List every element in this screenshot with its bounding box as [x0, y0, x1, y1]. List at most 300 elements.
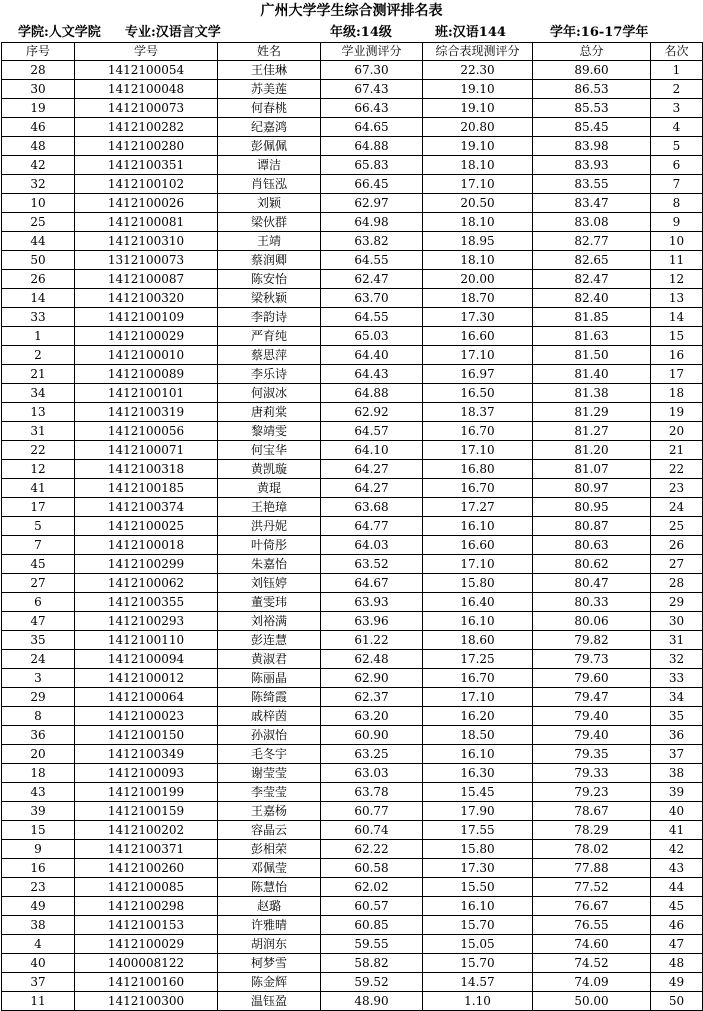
cell-academic-score: 63.96 — [321, 612, 423, 631]
cell-rank: 14 — [651, 308, 703, 327]
cell-name: 胡润东 — [218, 935, 321, 954]
cell-performance-score: 16.10 — [423, 612, 533, 631]
cell-student-id: 1412100299 — [75, 555, 218, 574]
cell-student-id: 1412100073 — [75, 99, 218, 118]
cell-academic-score: 62.37 — [321, 688, 423, 707]
cell-total: 80.62 — [533, 555, 651, 574]
table-row — [2, 365, 703, 384]
cell-total: 82.40 — [533, 289, 651, 308]
cell-performance-score: 20.80 — [423, 118, 533, 137]
cell-rank: 15 — [651, 327, 703, 346]
cell-total: 82.47 — [533, 270, 651, 289]
table-row — [2, 574, 703, 593]
cell-seq: 17 — [2, 498, 75, 517]
cell-performance-score: 17.10 — [423, 688, 533, 707]
cell-name: 黎靖雯 — [218, 422, 321, 441]
cell-total: 76.55 — [533, 916, 651, 935]
cell-rank: 45 — [651, 897, 703, 916]
cell-academic-score: 60.58 — [321, 859, 423, 878]
cell-rank: 31 — [651, 631, 703, 650]
cell-performance-score: 19.10 — [423, 137, 533, 156]
cell-seq: 19 — [2, 99, 75, 118]
cell-rank: 30 — [651, 612, 703, 631]
cell-academic-score: 64.55 — [321, 251, 423, 270]
cell-performance-score: 17.10 — [423, 555, 533, 574]
cell-rank: 6 — [651, 156, 703, 175]
cell-name: 梁秋颖 — [218, 289, 321, 308]
cell-performance-score: 15.70 — [423, 916, 533, 935]
cell-name: 陈慧怡 — [218, 878, 321, 897]
cell-name: 苏美莲 — [218, 80, 321, 99]
cell-academic-score: 65.83 — [321, 156, 423, 175]
cell-name: 彭相荣 — [218, 840, 321, 859]
cell-total: 79.23 — [533, 783, 651, 802]
cell-rank: 43 — [651, 859, 703, 878]
table-row — [2, 878, 703, 897]
cell-performance-score: 14.57 — [423, 973, 533, 992]
header-total: 总分 — [533, 43, 651, 61]
cell-total: 80.87 — [533, 517, 651, 536]
cell-student-id: 1412100026 — [75, 194, 218, 213]
cell-rank: 40 — [651, 802, 703, 821]
cell-total: 82.65 — [533, 251, 651, 270]
cell-total: 83.98 — [533, 137, 651, 156]
cell-rank: 24 — [651, 498, 703, 517]
cell-total: 78.67 — [533, 802, 651, 821]
cell-seq: 6 — [2, 593, 75, 612]
cell-student-id: 1312100073 — [75, 251, 218, 270]
cell-student-id: 1412100093 — [75, 764, 218, 783]
table-row — [2, 764, 703, 783]
cell-seq: 2 — [2, 346, 75, 365]
table-row — [2, 175, 703, 194]
cell-academic-score: 64.88 — [321, 137, 423, 156]
cell-total: 81.63 — [533, 327, 651, 346]
cell-academic-score: 63.93 — [321, 593, 423, 612]
cell-seq: 48 — [2, 137, 75, 156]
cell-rank: 11 — [651, 251, 703, 270]
cell-student-id: 1412100280 — [75, 137, 218, 156]
cell-performance-score: 16.30 — [423, 764, 533, 783]
grade-label: 年级:14级 — [330, 25, 392, 40]
cell-student-id: 1412100018 — [75, 536, 218, 555]
table-row — [2, 213, 703, 232]
cell-name: 彭佩佩 — [218, 137, 321, 156]
cell-academic-score: 64.98 — [321, 213, 423, 232]
cell-name: 王靖 — [218, 232, 321, 251]
cell-rank: 17 — [651, 365, 703, 384]
cell-seq: 1 — [2, 327, 75, 346]
cell-seq: 40 — [2, 954, 75, 973]
cell-total: 80.06 — [533, 612, 651, 631]
cell-rank: 10 — [651, 232, 703, 251]
cell-total: 81.85 — [533, 308, 651, 327]
cell-academic-score: 62.02 — [321, 878, 423, 897]
cell-total: 74.52 — [533, 954, 651, 973]
cell-academic-score: 64.27 — [321, 479, 423, 498]
cell-student-id: 1412100089 — [75, 365, 218, 384]
cell-seq: 8 — [2, 707, 75, 726]
cell-rank: 44 — [651, 878, 703, 897]
cell-academic-score: 64.57 — [321, 422, 423, 441]
cell-rank: 46 — [651, 916, 703, 935]
cell-total: 80.63 — [533, 536, 651, 555]
cell-student-id: 1412100349 — [75, 745, 218, 764]
cell-academic-score: 66.43 — [321, 99, 423, 118]
table-row — [2, 555, 703, 574]
cell-student-id: 1412100202 — [75, 821, 218, 840]
cell-performance-score: 16.60 — [423, 536, 533, 555]
cell-rank: 50 — [651, 992, 703, 1011]
cell-academic-score: 63.68 — [321, 498, 423, 517]
cell-academic-score: 59.55 — [321, 935, 423, 954]
table-row — [2, 669, 703, 688]
cell-name: 王嘉杨 — [218, 802, 321, 821]
cell-seq: 42 — [2, 156, 75, 175]
header-rank: 名次 — [651, 43, 703, 61]
cell-total: 83.93 — [533, 156, 651, 175]
cell-student-id: 1400008122 — [75, 954, 218, 973]
cell-academic-score: 48.90 — [321, 992, 423, 1011]
cell-rank: 27 — [651, 555, 703, 574]
table-row — [2, 897, 703, 916]
cell-academic-score: 67.30 — [321, 61, 423, 80]
cell-seq: 31 — [2, 422, 75, 441]
cell-rank: 37 — [651, 745, 703, 764]
cell-name: 黄琨 — [218, 479, 321, 498]
cell-performance-score: 17.90 — [423, 802, 533, 821]
table-row — [2, 707, 703, 726]
table-row — [2, 441, 703, 460]
cell-academic-score: 64.88 — [321, 384, 423, 403]
cell-rank: 39 — [651, 783, 703, 802]
cell-name: 陈丽晶 — [218, 669, 321, 688]
cell-seq: 41 — [2, 479, 75, 498]
cell-seq: 10 — [2, 194, 75, 213]
cell-academic-score: 58.82 — [321, 954, 423, 973]
cell-performance-score: 17.10 — [423, 441, 533, 460]
table-row — [2, 916, 703, 935]
cell-performance-score: 18.50 — [423, 726, 533, 745]
table-row — [2, 327, 703, 346]
cell-name: 李乐诗 — [218, 365, 321, 384]
cell-seq: 14 — [2, 289, 75, 308]
cell-name: 何淑冰 — [218, 384, 321, 403]
table-row — [2, 251, 703, 270]
cell-rank: 4 — [651, 118, 703, 137]
table-row — [2, 745, 703, 764]
cell-student-id: 1412100282 — [75, 118, 218, 137]
cell-student-id: 1412100087 — [75, 270, 218, 289]
ranking-table — [1, 42, 703, 1011]
cell-rank: 36 — [651, 726, 703, 745]
cell-seq: 32 — [2, 175, 75, 194]
cell-performance-score: 15.80 — [423, 574, 533, 593]
cell-rank: 2 — [651, 80, 703, 99]
cell-rank: 35 — [651, 707, 703, 726]
cell-performance-score: 16.60 — [423, 327, 533, 346]
cell-academic-score: 63.70 — [321, 289, 423, 308]
cell-performance-score: 16.10 — [423, 897, 533, 916]
cell-performance-score: 22.30 — [423, 61, 533, 80]
cell-seq: 28 — [2, 61, 75, 80]
cell-rank: 28 — [651, 574, 703, 593]
cell-seq: 35 — [2, 631, 75, 650]
table-row — [2, 935, 703, 954]
major-label: 专业:汉语言文学 — [125, 25, 221, 40]
sheet-title: 广州大学学生综合测评排名表 — [260, 3, 443, 19]
cell-name: 谭洁 — [218, 156, 321, 175]
cell-academic-score: 66.45 — [321, 175, 423, 194]
cell-total: 80.97 — [533, 479, 651, 498]
cell-performance-score: 17.25 — [423, 650, 533, 669]
cell-name: 陈绮霞 — [218, 688, 321, 707]
cell-name: 邓佩莹 — [218, 859, 321, 878]
cell-student-id: 1412100159 — [75, 802, 218, 821]
cell-student-id: 1412100048 — [75, 80, 218, 99]
cell-performance-score: 16.20 — [423, 707, 533, 726]
table-row — [2, 156, 703, 175]
cell-rank: 47 — [651, 935, 703, 954]
cell-student-id: 1412100351 — [75, 156, 218, 175]
cell-name: 肖钰泓 — [218, 175, 321, 194]
cell-academic-score: 63.78 — [321, 783, 423, 802]
cell-total: 82.77 — [533, 232, 651, 251]
cell-performance-score: 19.10 — [423, 99, 533, 118]
cell-student-id: 1412100374 — [75, 498, 218, 517]
table-row — [2, 802, 703, 821]
cell-total: 80.95 — [533, 498, 651, 517]
cell-performance-score: 16.40 — [423, 593, 533, 612]
cell-performance-score: 15.70 — [423, 954, 533, 973]
cell-seq: 11 — [2, 992, 75, 1011]
cell-name: 许雅晴 — [218, 916, 321, 935]
cell-name: 戚梓茵 — [218, 707, 321, 726]
cell-total: 79.35 — [533, 745, 651, 764]
cell-student-id: 1412100310 — [75, 232, 218, 251]
cell-name: 董雯玮 — [218, 593, 321, 612]
cell-total: 74.09 — [533, 973, 651, 992]
cell-total: 80.33 — [533, 593, 651, 612]
cell-performance-score: 16.70 — [423, 422, 533, 441]
cell-performance-score: 18.95 — [423, 232, 533, 251]
cell-student-id: 1412100023 — [75, 707, 218, 726]
table-row — [2, 783, 703, 802]
table-row — [2, 517, 703, 536]
cell-performance-score: 18.10 — [423, 156, 533, 175]
cell-seq: 36 — [2, 726, 75, 745]
cell-name: 谢莹莹 — [218, 764, 321, 783]
cell-performance-score: 16.70 — [423, 669, 533, 688]
cell-seq: 21 — [2, 365, 75, 384]
cell-rank: 25 — [651, 517, 703, 536]
cell-rank: 32 — [651, 650, 703, 669]
cell-name: 刘裕满 — [218, 612, 321, 631]
table-row — [2, 384, 703, 403]
cell-performance-score: 18.37 — [423, 403, 533, 422]
cell-rank: 7 — [651, 175, 703, 194]
cell-student-id: 1412100012 — [75, 669, 218, 688]
cell-seq: 16 — [2, 859, 75, 878]
cell-total: 89.60 — [533, 61, 651, 80]
cell-name: 孙淑怡 — [218, 726, 321, 745]
cell-student-id: 1412100071 — [75, 441, 218, 460]
cell-rank: 18 — [651, 384, 703, 403]
cell-total: 83.47 — [533, 194, 651, 213]
cell-academic-score: 60.74 — [321, 821, 423, 840]
cell-academic-score: 60.85 — [321, 916, 423, 935]
cell-academic-score: 59.52 — [321, 973, 423, 992]
table-row — [2, 498, 703, 517]
cell-academic-score: 60.77 — [321, 802, 423, 821]
cell-academic-score: 67.43 — [321, 80, 423, 99]
cell-performance-score: 19.10 — [423, 80, 533, 99]
cell-seq: 43 — [2, 783, 75, 802]
header-seq: 序号 — [2, 43, 75, 61]
cell-academic-score: 60.90 — [321, 726, 423, 745]
cell-performance-score: 16.80 — [423, 460, 533, 479]
cell-name: 何宝华 — [218, 441, 321, 460]
cell-name: 严育纯 — [218, 327, 321, 346]
cell-student-id: 1412100260 — [75, 859, 218, 878]
cell-name: 温钰盈 — [218, 992, 321, 1011]
year-label: 学年:16-17学年 — [550, 25, 649, 40]
header-row — [2, 43, 703, 61]
cell-student-id: 1412100062 — [75, 574, 218, 593]
cell-academic-score: 63.82 — [321, 232, 423, 251]
college-label: 学院:人文学院 — [18, 25, 101, 40]
cell-student-id: 1412100293 — [75, 612, 218, 631]
table-row — [2, 726, 703, 745]
cell-seq: 27 — [2, 574, 75, 593]
cell-total: 80.47 — [533, 574, 651, 593]
cell-student-id: 1412100029 — [75, 935, 218, 954]
cell-performance-score: 17.27 — [423, 498, 533, 517]
cell-total: 77.88 — [533, 859, 651, 878]
table-row — [2, 61, 703, 80]
cell-performance-score: 16.10 — [423, 517, 533, 536]
cell-rank: 16 — [651, 346, 703, 365]
cell-name: 梁伙群 — [218, 213, 321, 232]
cell-rank: 41 — [651, 821, 703, 840]
cell-rank: 13 — [651, 289, 703, 308]
cell-seq: 45 — [2, 555, 75, 574]
table-row — [2, 403, 703, 422]
table-row — [2, 821, 703, 840]
cell-seq: 30 — [2, 80, 75, 99]
cell-performance-score: 18.60 — [423, 631, 533, 650]
header-performance-score: 综合表现测评分 — [423, 43, 533, 61]
cell-name: 毛冬宇 — [218, 745, 321, 764]
cell-name: 李莹莹 — [218, 783, 321, 802]
cell-academic-score: 64.67 — [321, 574, 423, 593]
cell-rank: 33 — [651, 669, 703, 688]
cell-rank: 23 — [651, 479, 703, 498]
cell-student-id: 1412100185 — [75, 479, 218, 498]
cell-seq: 18 — [2, 764, 75, 783]
cell-student-id: 1412100298 — [75, 897, 218, 916]
cell-performance-score: 1.10 — [423, 992, 533, 1011]
cell-total: 85.53 — [533, 99, 651, 118]
cell-total: 50.00 — [533, 992, 651, 1011]
cell-student-id: 1412100064 — [75, 688, 218, 707]
cell-seq: 24 — [2, 650, 75, 669]
cell-student-id: 1412100318 — [75, 460, 218, 479]
cell-total: 81.27 — [533, 422, 651, 441]
cell-seq: 3 — [2, 669, 75, 688]
cell-seq: 39 — [2, 802, 75, 821]
cell-seq: 37 — [2, 973, 75, 992]
cell-student-id: 1412100085 — [75, 878, 218, 897]
cell-academic-score: 62.92 — [321, 403, 423, 422]
cell-academic-score: 63.03 — [321, 764, 423, 783]
cell-rank: 12 — [651, 270, 703, 289]
table-row — [2, 593, 703, 612]
cell-rank: 3 — [651, 99, 703, 118]
cell-student-id: 1412100101 — [75, 384, 218, 403]
cell-total: 74.60 — [533, 935, 651, 954]
cell-performance-score: 20.50 — [423, 194, 533, 213]
cell-academic-score: 64.55 — [321, 308, 423, 327]
cell-academic-score: 64.27 — [321, 460, 423, 479]
cell-student-id: 1412100153 — [75, 916, 218, 935]
cell-performance-score: 17.10 — [423, 175, 533, 194]
cell-seq: 5 — [2, 517, 75, 536]
cell-seq: 44 — [2, 232, 75, 251]
table-row — [2, 536, 703, 555]
cell-student-id: 1412100110 — [75, 631, 218, 650]
cell-performance-score: 17.55 — [423, 821, 533, 840]
cell-academic-score: 64.03 — [321, 536, 423, 555]
cell-rank: 29 — [651, 593, 703, 612]
cell-academic-score: 62.97 — [321, 194, 423, 213]
table-row — [2, 992, 703, 1011]
cell-rank: 22 — [651, 460, 703, 479]
cell-total: 79.40 — [533, 726, 651, 745]
cell-rank: 19 — [651, 403, 703, 422]
table-row — [2, 631, 703, 650]
cell-academic-score: 64.43 — [321, 365, 423, 384]
cell-rank: 49 — [651, 973, 703, 992]
cell-student-id: 1412100029 — [75, 327, 218, 346]
cell-student-id: 1412100025 — [75, 517, 218, 536]
cell-student-id: 1412100320 — [75, 289, 218, 308]
cell-total: 79.47 — [533, 688, 651, 707]
cell-seq: 46 — [2, 118, 75, 137]
cell-academic-score: 64.65 — [321, 118, 423, 137]
cell-seq: 25 — [2, 213, 75, 232]
cell-academic-score: 61.22 — [321, 631, 423, 650]
cell-student-id: 1412100160 — [75, 973, 218, 992]
class-label: 班:汉语144 — [435, 25, 506, 40]
cell-total: 78.02 — [533, 840, 651, 859]
table-row — [2, 346, 703, 365]
cell-rank: 20 — [651, 422, 703, 441]
table-row — [2, 973, 703, 992]
cell-total: 85.45 — [533, 118, 651, 137]
cell-total: 81.50 — [533, 346, 651, 365]
table-row — [2, 308, 703, 327]
cell-seq: 29 — [2, 688, 75, 707]
cell-performance-score: 17.30 — [423, 308, 533, 327]
cell-seq: 33 — [2, 308, 75, 327]
table-body — [2, 61, 703, 1011]
cell-total: 83.55 — [533, 175, 651, 194]
cell-total: 81.29 — [533, 403, 651, 422]
cell-seq: 38 — [2, 916, 75, 935]
cell-performance-score: 16.70 — [423, 479, 533, 498]
cell-performance-score: 15.45 — [423, 783, 533, 802]
